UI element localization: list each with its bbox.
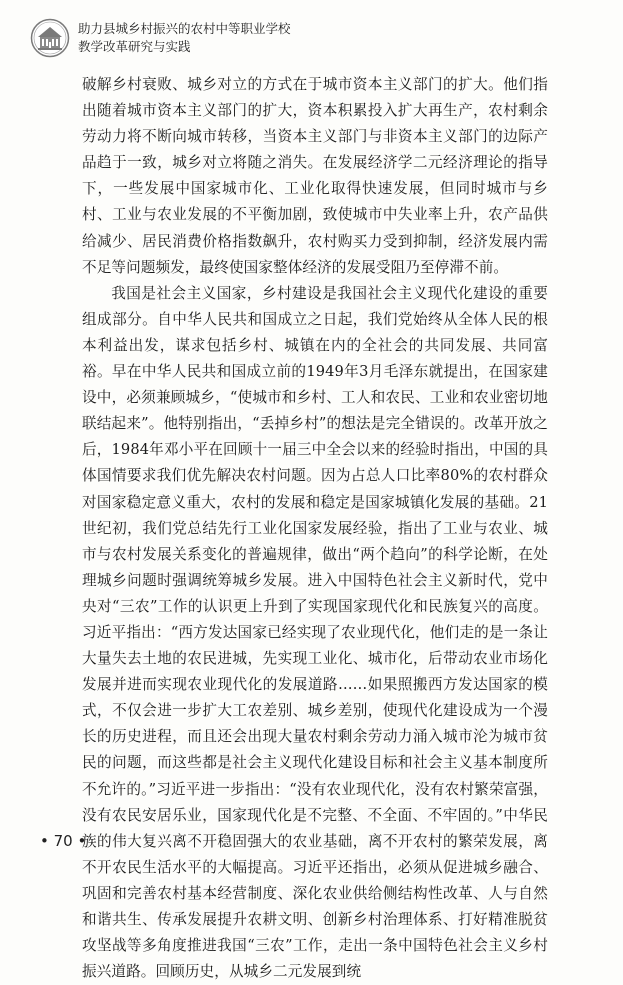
paragraph-1: 破解乡村衰败、城乡对立的方式在于城市资本主义部门的扩大。他们指出随着城市资本主义部门的扩大，资本积累投入扩大再生产，农村剩余劳动力将不断向城市转移，当资本主义部门与非资本主义部门的边际产品趋于一致，城乡对立将随之消失。在发展经济学二元经济理论的指导下，一些发展中国家城市化、工业化取得快速发展，但同时城市与乡村、工业与农业发展的不平衡加剧，致使城市中失业率上升，农产品供给减少、居民消费价格指数飙升，农村购买力受到抑制，经济发展内需不足等问题频发，最终使国家整体经济的发展受阻乃至停滞不前。 [82,76,548,276]
body-text [82,72,548,985]
paragraph-2: 我国是社会主义国家，乡村建设是我国社会主义现代化建设的重要组成部分。自中华人民共和国成立之日起，我们党始终从全体人民的根本利益出发，谋求包括乡村、城镇在内的全社会的共同发展、共同富裕。早在中华人民共和国成立前的1949年3月毛泽东就提出，在国家建设中，必须兼顾城乡，“使城市和乡村、工人和农民、工业和农业密切地联结起来”。他特别指出，“丢掉乡村”的想法是完全错误的。改革开放之后，1984年邓小平在回顾十一届三中全会以来的经验时指出，中国的具体国情要求我们优先解决农村问题。因为占总人口比率80%的农村群众对国家稳定意义重大，农村的发展和稳定是国家城镇化发展的基础。21世纪初，我们党总结先行工业化国家发展经验，指出了工业与农业、城市与农村发展关系变化的普遍规律，做出“两个趋向”的科学论断，在处理城乡问题时强调统筹城乡发展。进入中国特色社会主义新时代，党中央对“三农”工作的认识更上升到了实现国家现代化和民族复兴的高度。习近平指出：“西方发达国家已经实现了农业现代化，他们走的是一条让大量失去土地的农民进城，先实现工业化、城市化，后带动农业市场化发展并进而实现农业现代化的发展道路……如果照搬西方发达国家的模式，不仅会进一步扩大工农差别、城乡差别，使现代化建设成为一个漫长的历史进程，而且还会出现大量农村剩余劳动力涌入城市沦为城市贫民的问题，而这些都是社会主义现代化建设目标和社会主义基本制度所不允许的。”习近平进一步指出：“没有农业现代化，没有农村繁荣富强，没有农民安居乐业，国家现代化是不完整、不全面、不牢固的。”中华民族的伟大复兴离不开稳固强大的农业基础，离不开农村的繁荣发展，离不开农民生活水平的大幅提高。习近平还指出，必须从促进城乡融合、巩固和完善农村基本经营制度、深化农业供给侧结构性改革、人与自然和谐共生、传承发展提升农耕文明、创新乡村治理体系、打好精准脱贫攻坚战等多角度推进我国“三农”工作，走出一条中国特色社会主义乡村振兴道路。回顾历史，从城乡二元发展到统 [82,284,548,981]
running-header [30,18,600,58]
book-title-line-2: 教学改革研究与实践 [78,39,191,54]
school-building-logo [30,18,70,58]
book-title-line-1: 助力县城乡村振兴的农村中等职业学校 [78,21,291,36]
book-title [78,20,291,56]
page-number: • 70 • [40,832,87,850]
